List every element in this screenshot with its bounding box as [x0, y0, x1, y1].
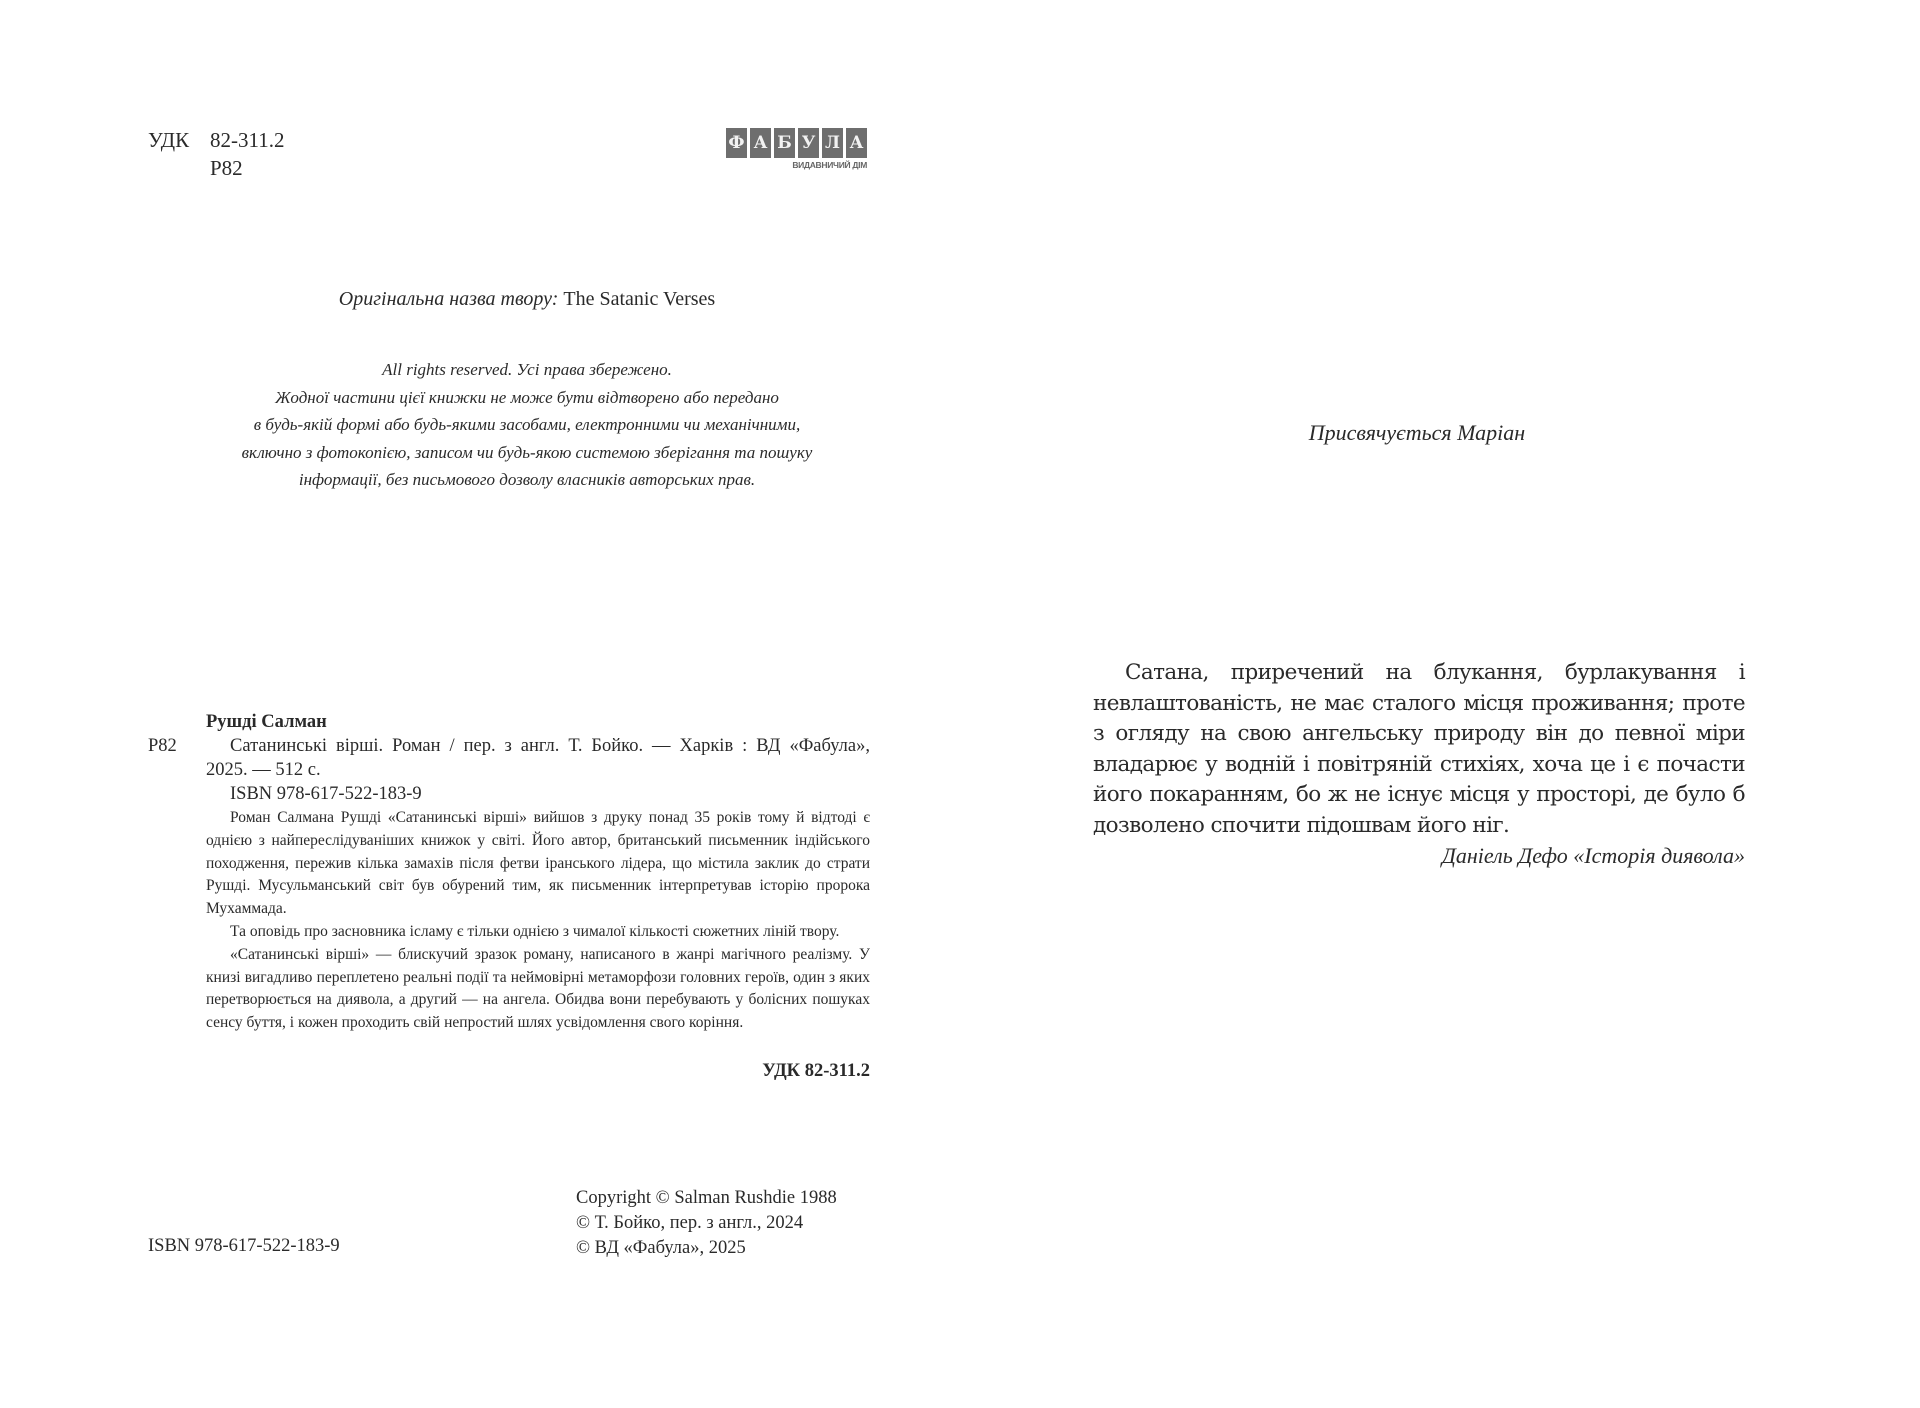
annotation-paragraph: «Сатанинські вірші» — блискучий зразок роману, написаного в жанрі магічного реалізму. У книзі вигадливо переплетено реальні події та неймовірні метаморфози головних героїв, один з яких перетворюється на диявола, а другий — на ангела. Обидва вони перебувають у болісних пошуках сенсу буття, і кожен проходить свій непростий шлях усвідомлення свого коріння.: [206, 945, 870, 1032]
logo-letter: Ф: [726, 128, 747, 158]
card-isbn: ISBN 978-617-522-183-9: [230, 784, 422, 804]
card-annotation: [206, 807, 870, 1035]
udk-label: УДК: [148, 128, 190, 152]
rights-line: в будь-якій формі або будь-якими засобами, електронними чи механічними,: [253, 415, 801, 434]
original-title-label: Оригінальна назва твору:: [338, 288, 559, 310]
epigraph: [1093, 658, 1745, 872]
udk-code: 82-311.2: [210, 128, 285, 152]
rights-line: інформації, без письмового дозволу власників авторських прав.: [298, 470, 756, 489]
logo-letter: Л: [822, 128, 843, 158]
publisher-logo: [726, 128, 867, 170]
rights-notice: [150, 356, 904, 494]
card-bib-line: 2025. — 512 с.: [206, 760, 321, 780]
logo-letter: А: [750, 128, 771, 158]
isbn-footer: ISBN 978-617-522-183-9: [148, 1236, 340, 1256]
dedication: Присвячується Маріан: [1308, 420, 1526, 445]
original-title-value: The Satanic Verses: [563, 288, 716, 310]
copyright-line: Copyright © Salman Rushdie 1988: [576, 1188, 837, 1208]
card-bib-line: Сатанинські вірші. Роман / пер. з англ. Т. Бойко. — Харків : ВД «Фабула»,: [230, 736, 870, 756]
annotation-paragraph: Та оповідь про засновника ісламу є тільки однією з чималої кількості сюжетних ліній твору.: [230, 922, 840, 940]
card-author: Рушді Салман: [206, 712, 327, 732]
rights-line: All rights reserved. Усі права збережено.: [382, 360, 672, 379]
epigraph-source: Даніель Дефо «Історія диявола»: [1441, 843, 1745, 868]
card-udk-footer: УДК 82-311.2: [762, 1060, 870, 1081]
udk-header: [148, 126, 284, 182]
logo-letter: У: [798, 128, 819, 158]
epigraph-text: Сатана, приречений на блукання, бурлакування і невлаштованість, не має сталого місця проживання; проте з огляду на свою ангельську природу він до певної міри владарює у водній і повітряній стихіях, хоча це і є почасти його покаранням, бо ж не існує місця у просторі, де було б дозволено спочити підошвам його ніг.: [1093, 660, 1745, 838]
logo-subtitle: ВИДАВНИЧИЙ ДІМ: [792, 160, 867, 170]
copyright-line: © Т. Бойко, пер. з англ., 2024: [576, 1213, 804, 1233]
rights-line: включно з фотокопією, записом чи будь-якою системою зберігання та пошуку: [241, 442, 813, 462]
original-title: [0, 288, 1054, 311]
rights-line: Жодної частини цієї книжки не може бути відтворено або передано: [275, 387, 779, 407]
logo-letter: Б: [774, 128, 795, 158]
card-index: Р82: [148, 736, 177, 756]
logo-letter: А: [846, 128, 867, 158]
annotation-paragraph: Роман Салмана Рушді «Сатанинські вірші» вийшов з друку понад 35 років тому й відтоді є однією з найпереслідуваніших книжок у світі. Його автор, британський письменник індійського походження, пережив кілька замахів після фетви іранського лідера, що містила заклик до страти Рушді. Мусульманський світ був обурений тим, як письменник інтерпретував історію пророка Мухаммада.: [206, 809, 870, 918]
copyright-line: © ВД «Фабула», 2025: [576, 1238, 746, 1258]
copyright-block: [576, 1186, 837, 1261]
author-mark: Р82: [210, 156, 243, 180]
catalog-card: [148, 710, 870, 1083]
